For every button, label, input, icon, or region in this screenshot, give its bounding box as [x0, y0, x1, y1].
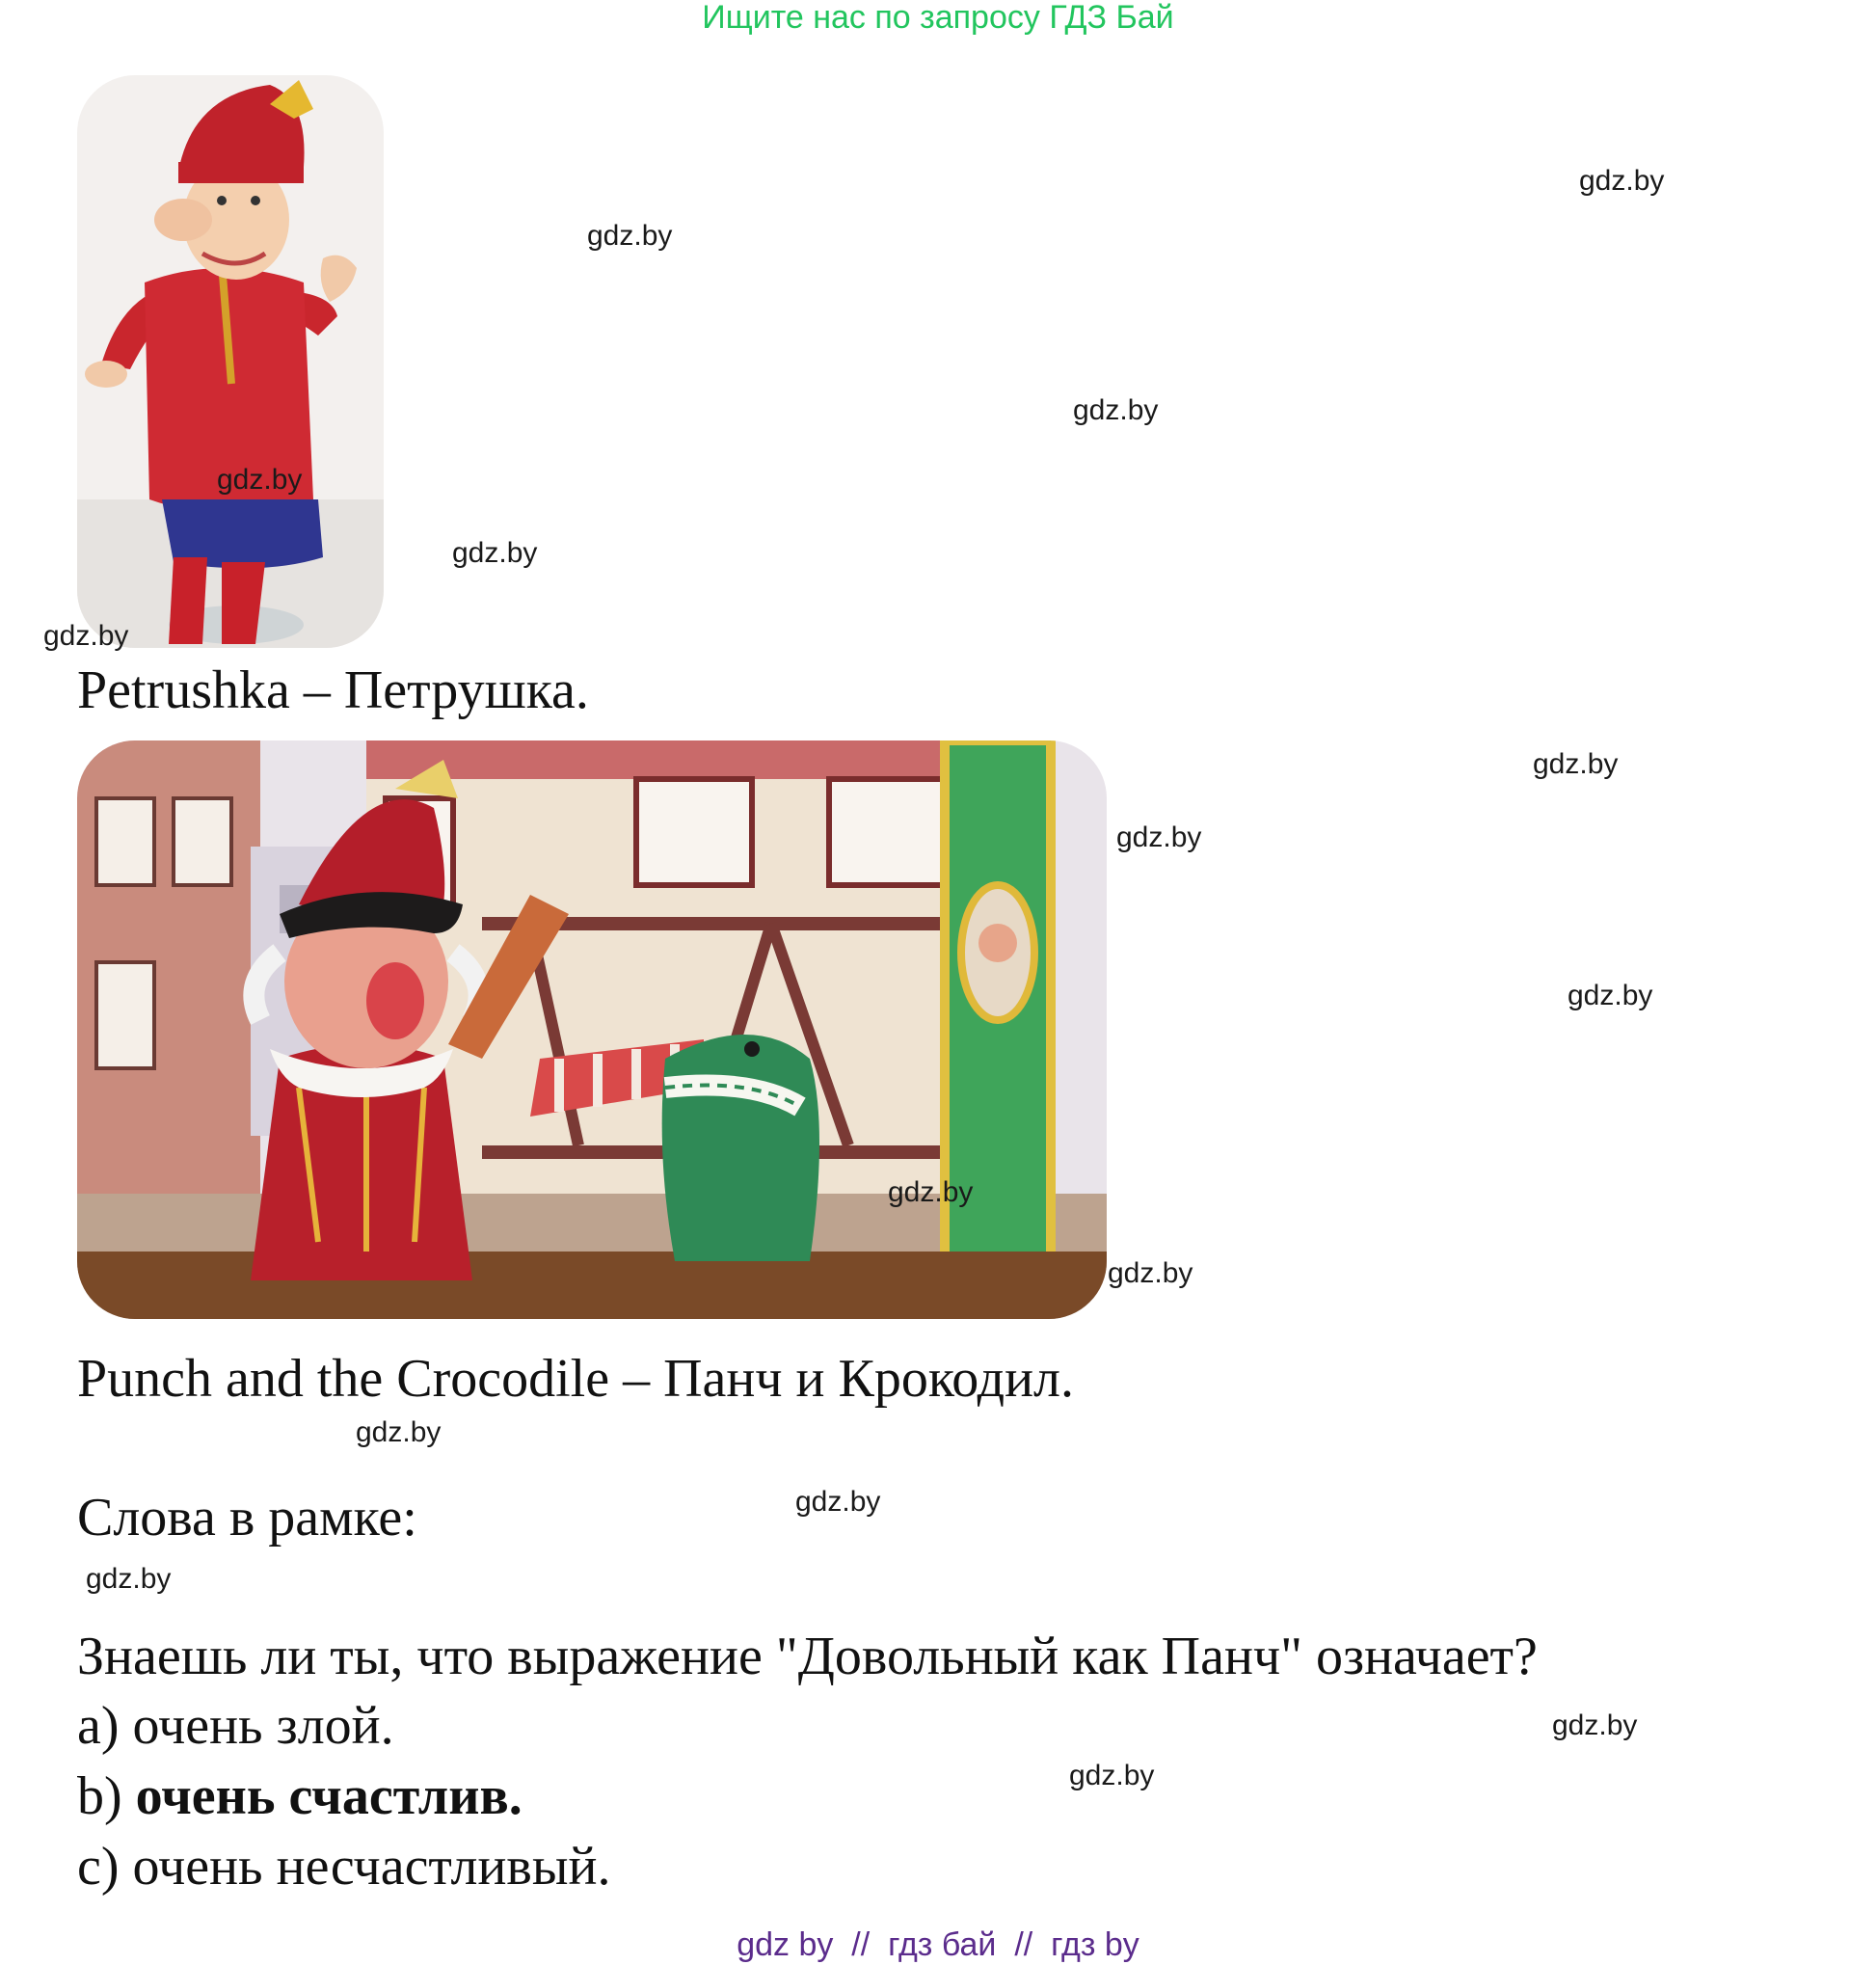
- watermark: gdz.by: [1579, 165, 1665, 197]
- option-c: [77, 1836, 610, 1898]
- option-c-text: очень несчастливый.: [132, 1837, 611, 1897]
- watermark: gdz.by: [43, 620, 129, 652]
- option-a-marker: a): [77, 1696, 120, 1756]
- option-b-marker: b): [77, 1766, 122, 1826]
- watermark: gdz.by: [1552, 1709, 1638, 1741]
- watermark: gdz.by: [452, 537, 538, 569]
- option-b-text-answer: очень счастлив.: [135, 1766, 523, 1826]
- question-text: Знаешь ли ты, что выражение "Довольный как Панч" означает?: [77, 1627, 1538, 1686]
- watermark: gdz.by: [217, 464, 303, 496]
- punch-caption: Punch and the Crocodile – Панч и Крокодил.: [77, 1349, 1075, 1409]
- watermark: gdz.by: [1108, 1257, 1193, 1289]
- petrushka-puppet-illustration: [77, 75, 384, 648]
- words-box-label: Слова в рамке:: [77, 1488, 417, 1548]
- watermark: gdz.by: [1533, 748, 1619, 780]
- watermark: gdz.by: [888, 1176, 974, 1208]
- punch-crocodile-illustration: [77, 740, 1107, 1319]
- watermark: gdz.by: [795, 1486, 881, 1518]
- option-b: [77, 1765, 523, 1827]
- watermark: gdz.by: [1069, 1760, 1155, 1791]
- watermark: gdz.by: [356, 1416, 442, 1448]
- watermark: gdz.by: [1073, 394, 1159, 426]
- watermark: gdz.by: [587, 220, 673, 252]
- petrushka-caption: Petrushka – Петрушка.: [77, 660, 589, 720]
- petrushka-photo: [77, 75, 384, 648]
- watermark: gdz.by: [1568, 980, 1653, 1011]
- option-a: [77, 1695, 394, 1757]
- watermark: gdz.by: [86, 1563, 172, 1595]
- search-banner: Ищите нас по запросу ГДЗ Бай: [702, 0, 1174, 36]
- option-a-text: очень злой.: [132, 1696, 394, 1756]
- punch-crocodile-photo: [77, 740, 1107, 1319]
- option-c-marker: c): [77, 1837, 120, 1897]
- footer-links[interactable]: gdz by // гдз бай // гдз by: [737, 1926, 1139, 1963]
- watermark: gdz.by: [1116, 821, 1202, 853]
